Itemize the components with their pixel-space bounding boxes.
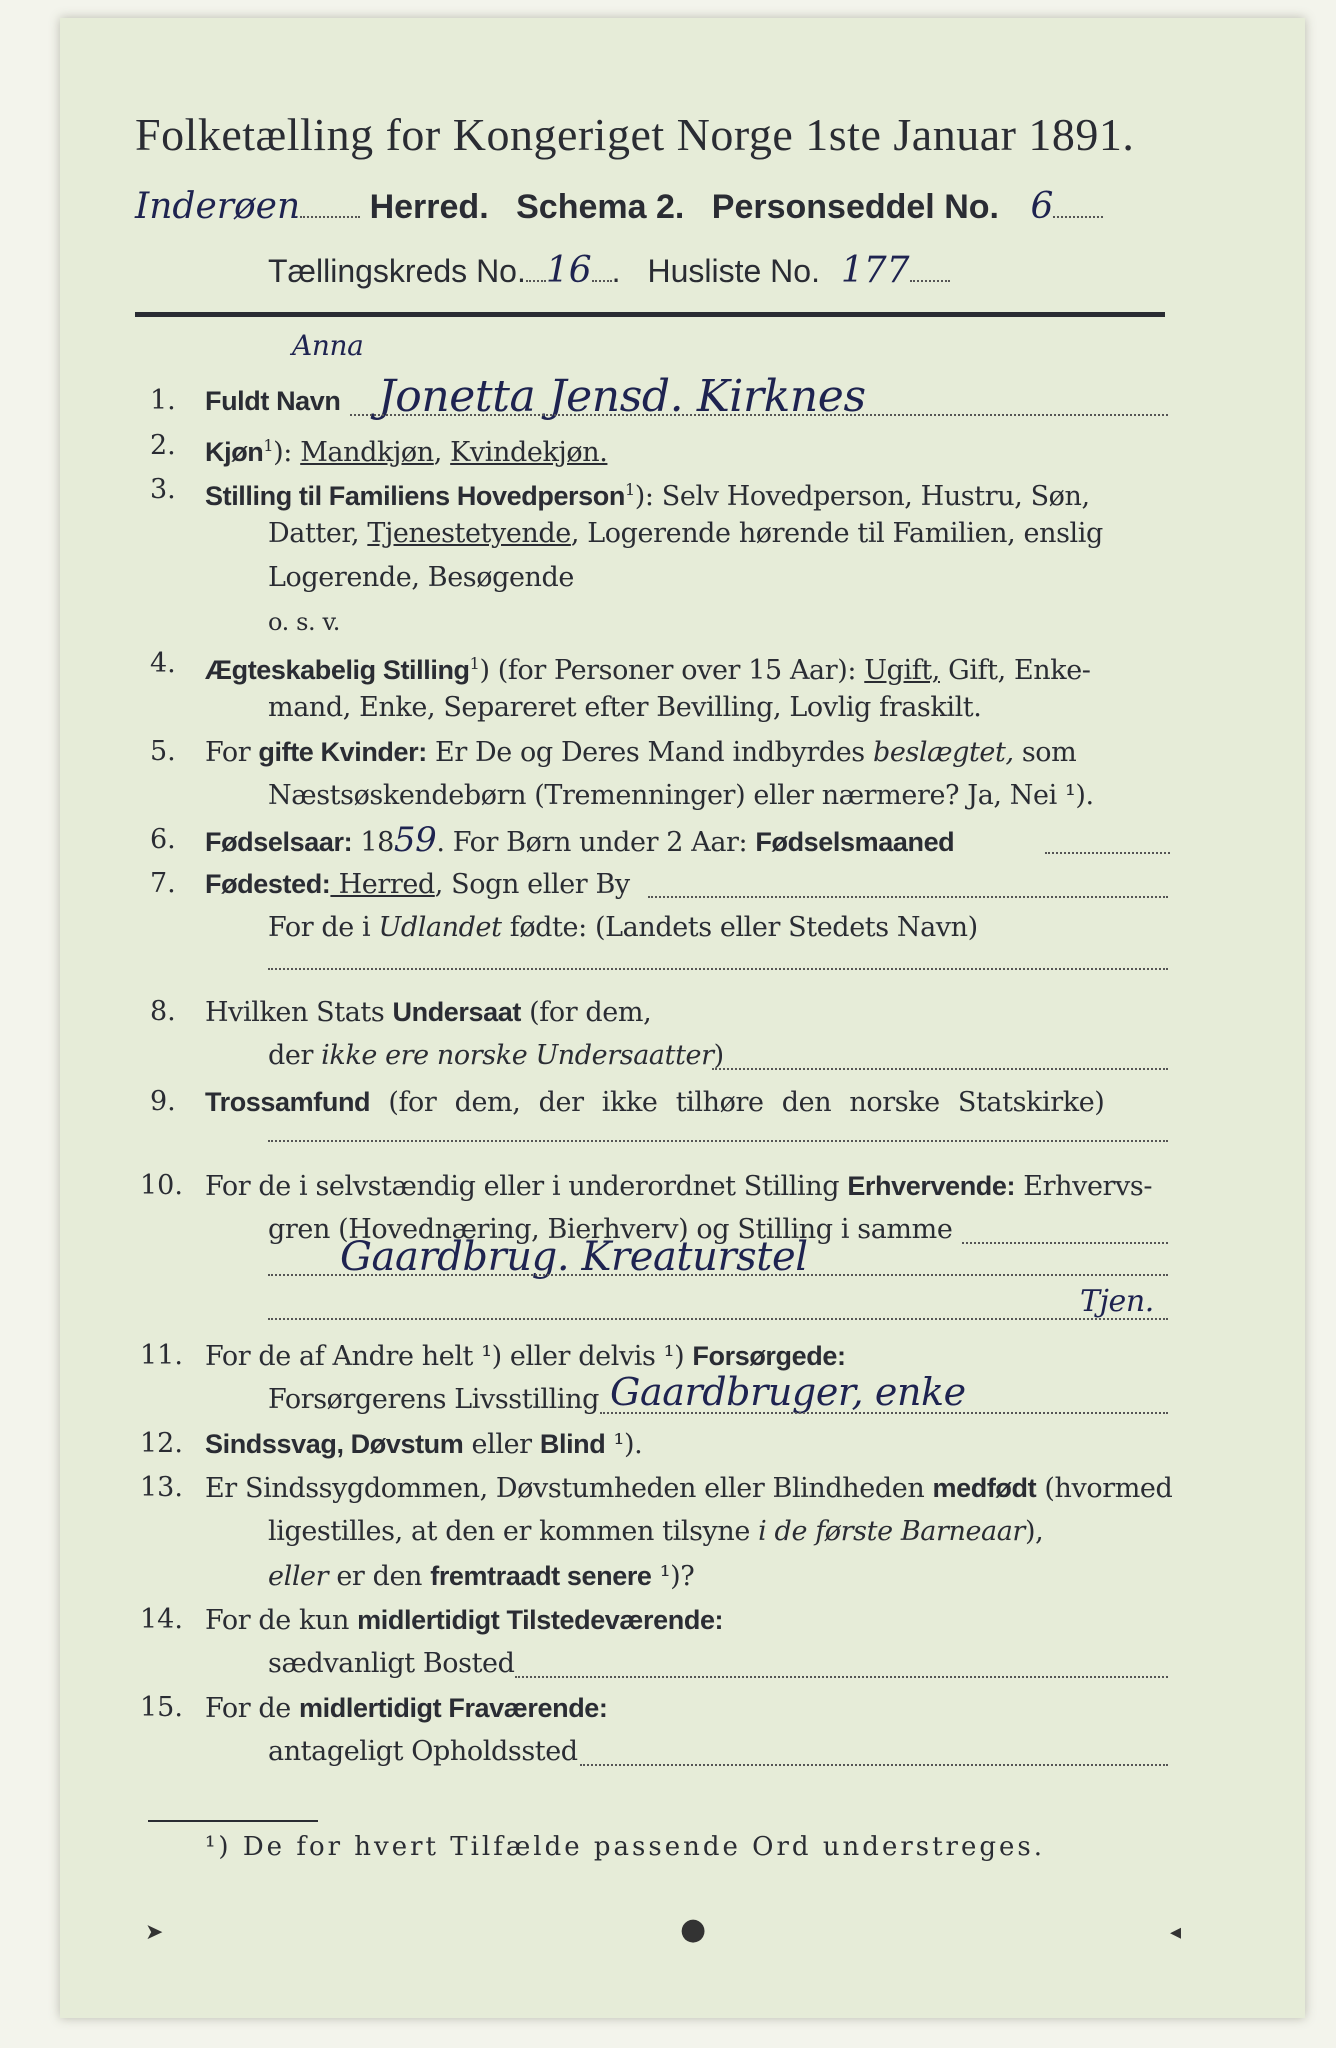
herred-line: [135, 186, 1103, 227]
q10-line1: For de i selvstændig eller i underordnet Stilling Erhvervende: Erhvervs-: [205, 1171, 1153, 1202]
q9-line: Trossamfund (for dem, der ikke tilhøre den norske Statskirke): [205, 1087, 1105, 1118]
form-title: Folketælling for Kongeriget Norge 1ste Januar 1891.: [135, 109, 1135, 160]
header-rule: [135, 312, 1165, 317]
husliste-label: Husliste No.: [647, 253, 820, 289]
herred-value: Inderøen: [135, 186, 301, 227]
q1-handwritten-name: Jonetta Jensd. Kirknes: [378, 371, 866, 422]
q8-line2: der ikke ere norske Undersaatter): [268, 1040, 724, 1071]
q1-handwritten-above: Anna: [292, 329, 364, 362]
q4-line1: Ægteskabelig Stilling$^1$) (for Personer over 15 Aar): Ugift, Gift, Enke-: [205, 654, 1091, 686]
q3-line1: Stilling til Familiens Hovedperson$^1$): Selv Hovedperson, Hustru, Søn,: [205, 480, 1090, 512]
margin-mark-right: ◂: [1170, 1920, 1182, 1945]
q7-line2: For de i Udlandet fødte: (Landets eller Stedets Navn): [268, 912, 978, 943]
herred-label: Herred.: [369, 188, 489, 226]
q7-line1: Fødested: Herred, Sogn eller By: [205, 869, 630, 900]
q11-line2: Forsørgerens Livsstilling: [268, 1384, 600, 1415]
q11-line1: For de af Andre helt ¹) eller delvis ¹) Forsørgede:: [205, 1341, 846, 1372]
q2-option-male: Mandkjøn: [300, 437, 434, 468]
q13-line2: ligestilles, at den er kommen tilsyne i de første Barneaar),: [268, 1516, 1044, 1547]
q2-line: Kjøn$^1$): Mandkjøn, Kvindekjøn.: [205, 436, 608, 468]
q1-number: 1.: [150, 385, 176, 416]
q2-option-female: Kvindekjøn.: [450, 437, 608, 468]
q10-line2: gren (Hovednæring, Bierhverv) og Stilling i samme: [268, 1214, 953, 1245]
footnote-rule: [148, 1820, 318, 1822]
q13-line1: Er Sindssygdommen, Døvstumheden eller Blindheden medfødt (hvormed: [205, 1473, 1173, 1504]
margin-mark-left: ➤: [145, 1920, 164, 1945]
q3-line3: Logerende, Besøgende: [268, 562, 574, 593]
q10-handwritten-position: Tjen.: [1080, 1284, 1154, 1319]
q5-number: 5.: [150, 736, 176, 767]
ink-blot: ●: [680, 1912, 707, 1947]
kreds-value: 16: [545, 250, 592, 291]
q4-number: 4.: [150, 648, 176, 679]
q14-number: 14.: [140, 1604, 183, 1635]
q9-number: 9.: [150, 1086, 176, 1117]
q1-label: Fuldt Navn: [205, 386, 341, 416]
q13-number: 13.: [140, 1472, 183, 1503]
q15-number: 15.: [140, 1692, 183, 1723]
q3-line2: Datter, Tjenestetyende, Logerende hørende til Familien, enslig: [268, 518, 1103, 549]
q2-number: 2.: [150, 430, 176, 461]
kreds-line: Tællingskreds No. 16 . Husliste No. 177: [268, 250, 950, 291]
q11-handwritten-provider: Gaardbruger, enke: [610, 1370, 966, 1414]
q13-line3: eller er den fremtraadt senere ¹)?: [268, 1561, 695, 1592]
q12-line: Sindssvag, Døvstum eller Blind ¹).: [205, 1429, 643, 1460]
q4-line2: mand, Enke, Separeret efter Bevilling, Lovlig fraskilt.: [268, 692, 982, 723]
q15-line1: For de midlertidigt Fraværende:: [205, 1693, 608, 1724]
q14-line2: sædvanligt Bosted: [268, 1648, 515, 1679]
schema-label: Schema 2.: [516, 188, 685, 226]
personseddel-value: 6: [1030, 186, 1054, 227]
q3-line4: o. s. v.: [268, 608, 340, 636]
q10-number: 10.: [140, 1170, 183, 1201]
footnote: ¹) De for hvert Tilfælde passende Ord understreges.: [205, 1832, 1046, 1862]
q12-number: 12.: [140, 1428, 183, 1459]
q6-birth-year: 59: [393, 820, 437, 860]
kreds-label: Tællingskreds No.: [268, 253, 526, 289]
q6-number: 6.: [150, 824, 176, 855]
q10-handwritten-occupation: Gaardbrug. Kreaturstel: [340, 1234, 808, 1280]
q6-line: Fødselsaar: 1859. For Børn under 2 Aar: Fødselsmaaned: [205, 820, 955, 860]
q8-line1: Hvilken Stats Undersaat (for dem,: [205, 997, 652, 1028]
q15-line2: antageligt Opholdssted: [268, 1736, 578, 1767]
personseddel-label: Personseddel No.: [711, 188, 999, 226]
q8-number: 8.: [150, 996, 176, 1027]
q5-line2: Næstsøskendebørn (Tremenninger) eller nærmere? Ja, Nei ¹).: [268, 780, 1094, 811]
q5-line1: For gifte Kvinder: Er De og Deres Mand indbyrdes beslægtet, som: [205, 737, 1077, 768]
q7-number: 7.: [150, 868, 176, 899]
husliste-value: 177: [840, 250, 910, 291]
q11-number: 11.: [140, 1340, 183, 1371]
q14-line1: For de kun midlertidigt Tilstedeværende:: [205, 1605, 724, 1636]
q3-number: 3.: [150, 474, 176, 505]
